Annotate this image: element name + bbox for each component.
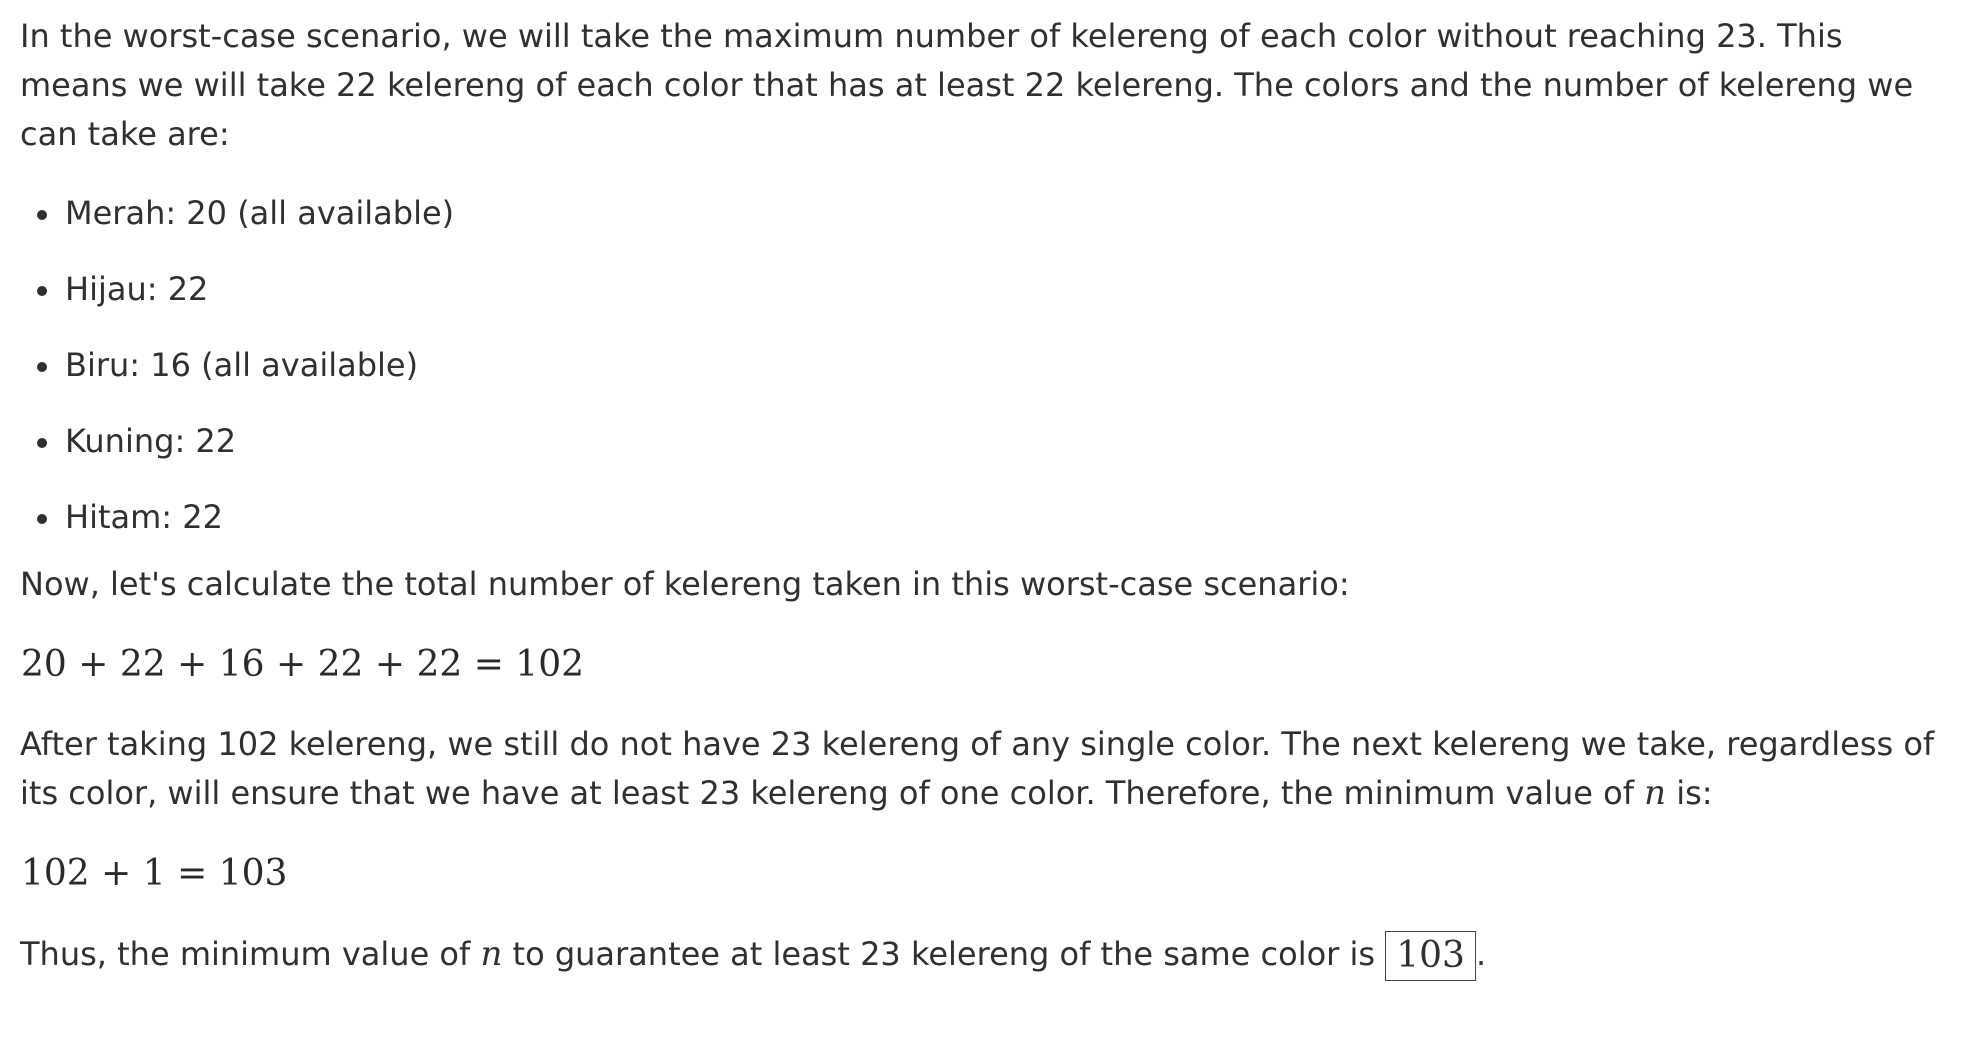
list-item	[20, 493, 1960, 542]
list-item-label: Hitam: 22	[65, 498, 223, 536]
conclusion-text-middle: to guarantee at least 23 kelereng of the same color is	[502, 935, 1386, 973]
variable-n: n	[1644, 773, 1667, 813]
explanation-text: After taking 102 kelereng, we still do not have 23 kelereng of any single color. The next kelereng we take, regardless of its color, will ensure that we have at least 23 kelereng of one color. Therefore, the minimum value of	[20, 725, 1935, 812]
result-equation: 102 + 1 = 103	[21, 853, 288, 894]
bullet-icon	[37, 362, 47, 372]
explanation-paragraph	[20, 720, 1960, 818]
conclusion-period: .	[1475, 935, 1487, 973]
list-item-label: Biru: 16 (all available)	[65, 346, 419, 384]
calculation-intro: Now, let's calculate the total number of kelereng taken in this worst-case scenario:	[20, 565, 1350, 603]
list-item-label: Kuning: 22	[65, 422, 237, 460]
list-item	[20, 265, 1960, 314]
explanation-text-end: is:	[1666, 774, 1713, 812]
color-list	[20, 189, 1960, 542]
list-item-label: Hijau: 22	[65, 270, 209, 308]
variable-n: n	[480, 934, 503, 974]
list-item	[20, 189, 1960, 238]
solution-text	[20, 12, 1960, 979]
conclusion-paragraph	[20, 929, 1960, 979]
answer-box: 103	[1385, 931, 1476, 981]
sum-equation: 20 + 22 + 16 + 22 + 22 = 102	[21, 644, 585, 685]
bullet-icon	[37, 438, 47, 448]
list-item	[20, 341, 1960, 390]
intro-paragraph: In the worst-case scenario, we will take the maximum number of kelereng of each color without reaching 23. This means we will take 22 kelereng of each color that has at least 22 kelereng. The colors and the number of kelereng we can take are:	[20, 17, 1914, 153]
list-item-label: Merah: 20 (all available)	[65, 194, 455, 232]
bullet-icon	[37, 286, 47, 296]
bullet-icon	[37, 514, 47, 524]
conclusion-text: Thus, the minimum value of	[20, 935, 481, 973]
bullet-icon	[37, 210, 47, 220]
list-item	[20, 417, 1960, 466]
